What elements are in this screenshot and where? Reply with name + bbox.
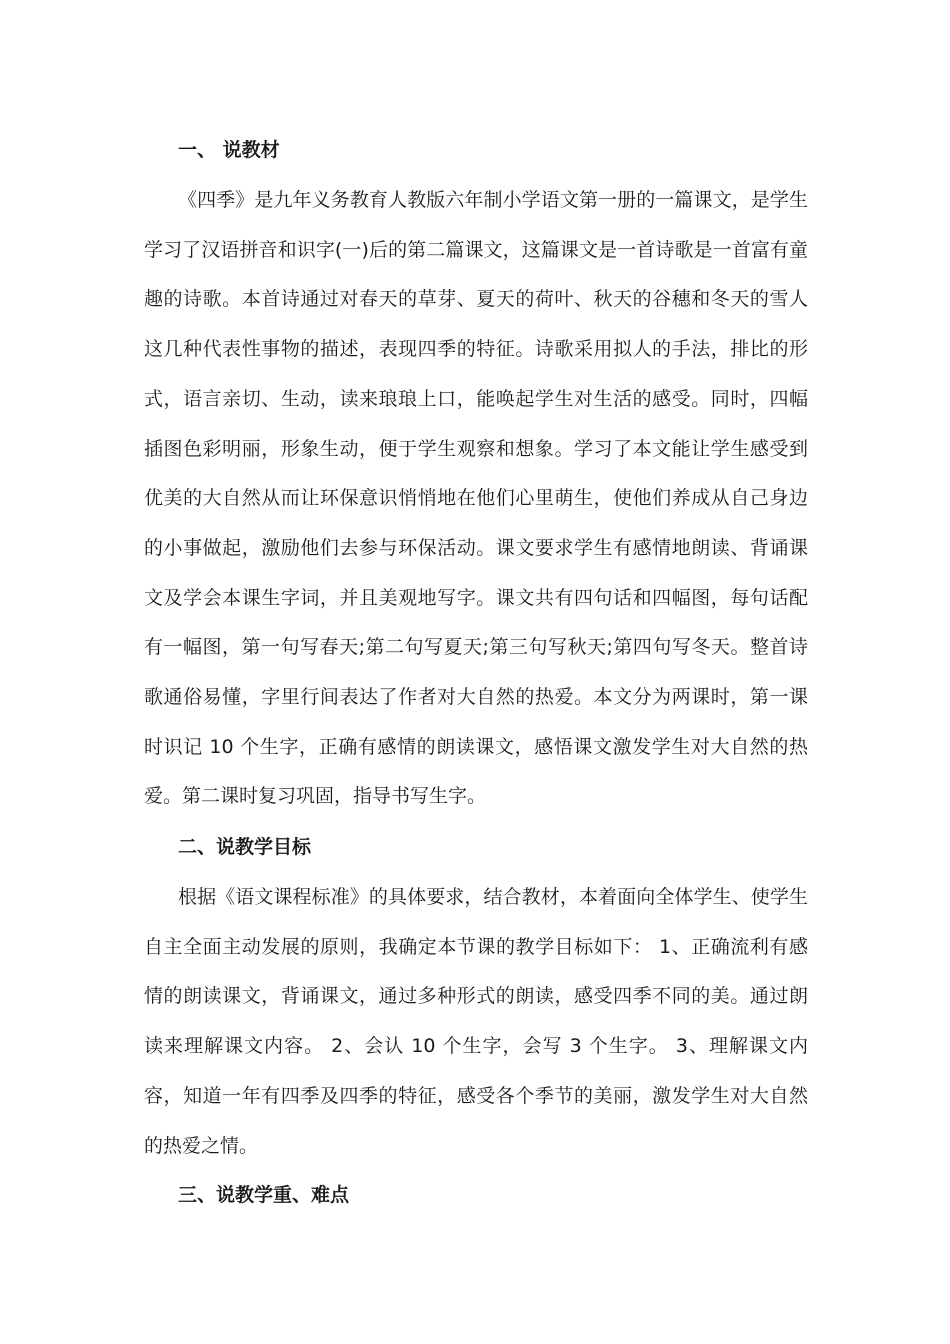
section-body-teaching-material: 《四季》是九年义务教育人教版六年制小学语文第一册的一篇课文，是学生学习了汉语拼音和识字(一)后的第二篇课文，这篇课文是一首诗歌是一首富有童趣的诗歌。本首诗通过对春天的草芽、夏天的荷叶、秋天的谷穗和冬天的雪人这几种代表性事物的描述，表现四季的特征。诗歌采用拟人的手法，排比的形式，语言亲切、生动，读来琅琅上口，能唤起学生对生活的感受。同时，四幅插图色彩明丽，形象生动，便于学生观察和想象。学习了本文能让学生感受到优美的大自然从而让环保意识悄悄地在他们心里萌生，使他们养成从自己身边的小事做起，激励他们去参与环保活动。课文要求学生有感情地朗读、背诵课文及学会本课生字词，并且美观地写字。课文共有四句话和四幅图，每句话配有一幅图，第一句写春天;第二句写夏天;第三句写秋天;第四句写冬天。整首诗歌通俗易懂，字里行间表达了作者对大自然的热爱。本文分为两课时，第一课时识记 10 个生字，正确有感情的朗读课文，感悟课文激发学生对大自然的热爱。第二课时复习巩固，指导书写生字。 bbox=[144, 189, 808, 808]
section-heading-teaching-objectives: 二、说教学目标 bbox=[178, 836, 312, 858]
section-heading-teaching-material: 一、 说教材 bbox=[178, 139, 280, 161]
section-heading-key-difficult-points: 三、说教学重、难点 bbox=[178, 1184, 350, 1206]
section-body-teaching-objectives: 根据《语文课程标准》的具体要求，结合教材，本着面向全体学生、使学生自主全面主动发展的原则，我确定本节课的教学目标如下： 1、正确流利有感情的朗读课文，背诵课文，通过多种形式的朗读，感受四季不同的美。通过朗读来理解课文内容。 2、会认 10 个生字，会写 3 个生字。 3、理解课文内容，知道一年有四季及四季的特征，感受各个季节的美丽，激发学生对大自然的热爱之情。 bbox=[144, 886, 808, 1157]
